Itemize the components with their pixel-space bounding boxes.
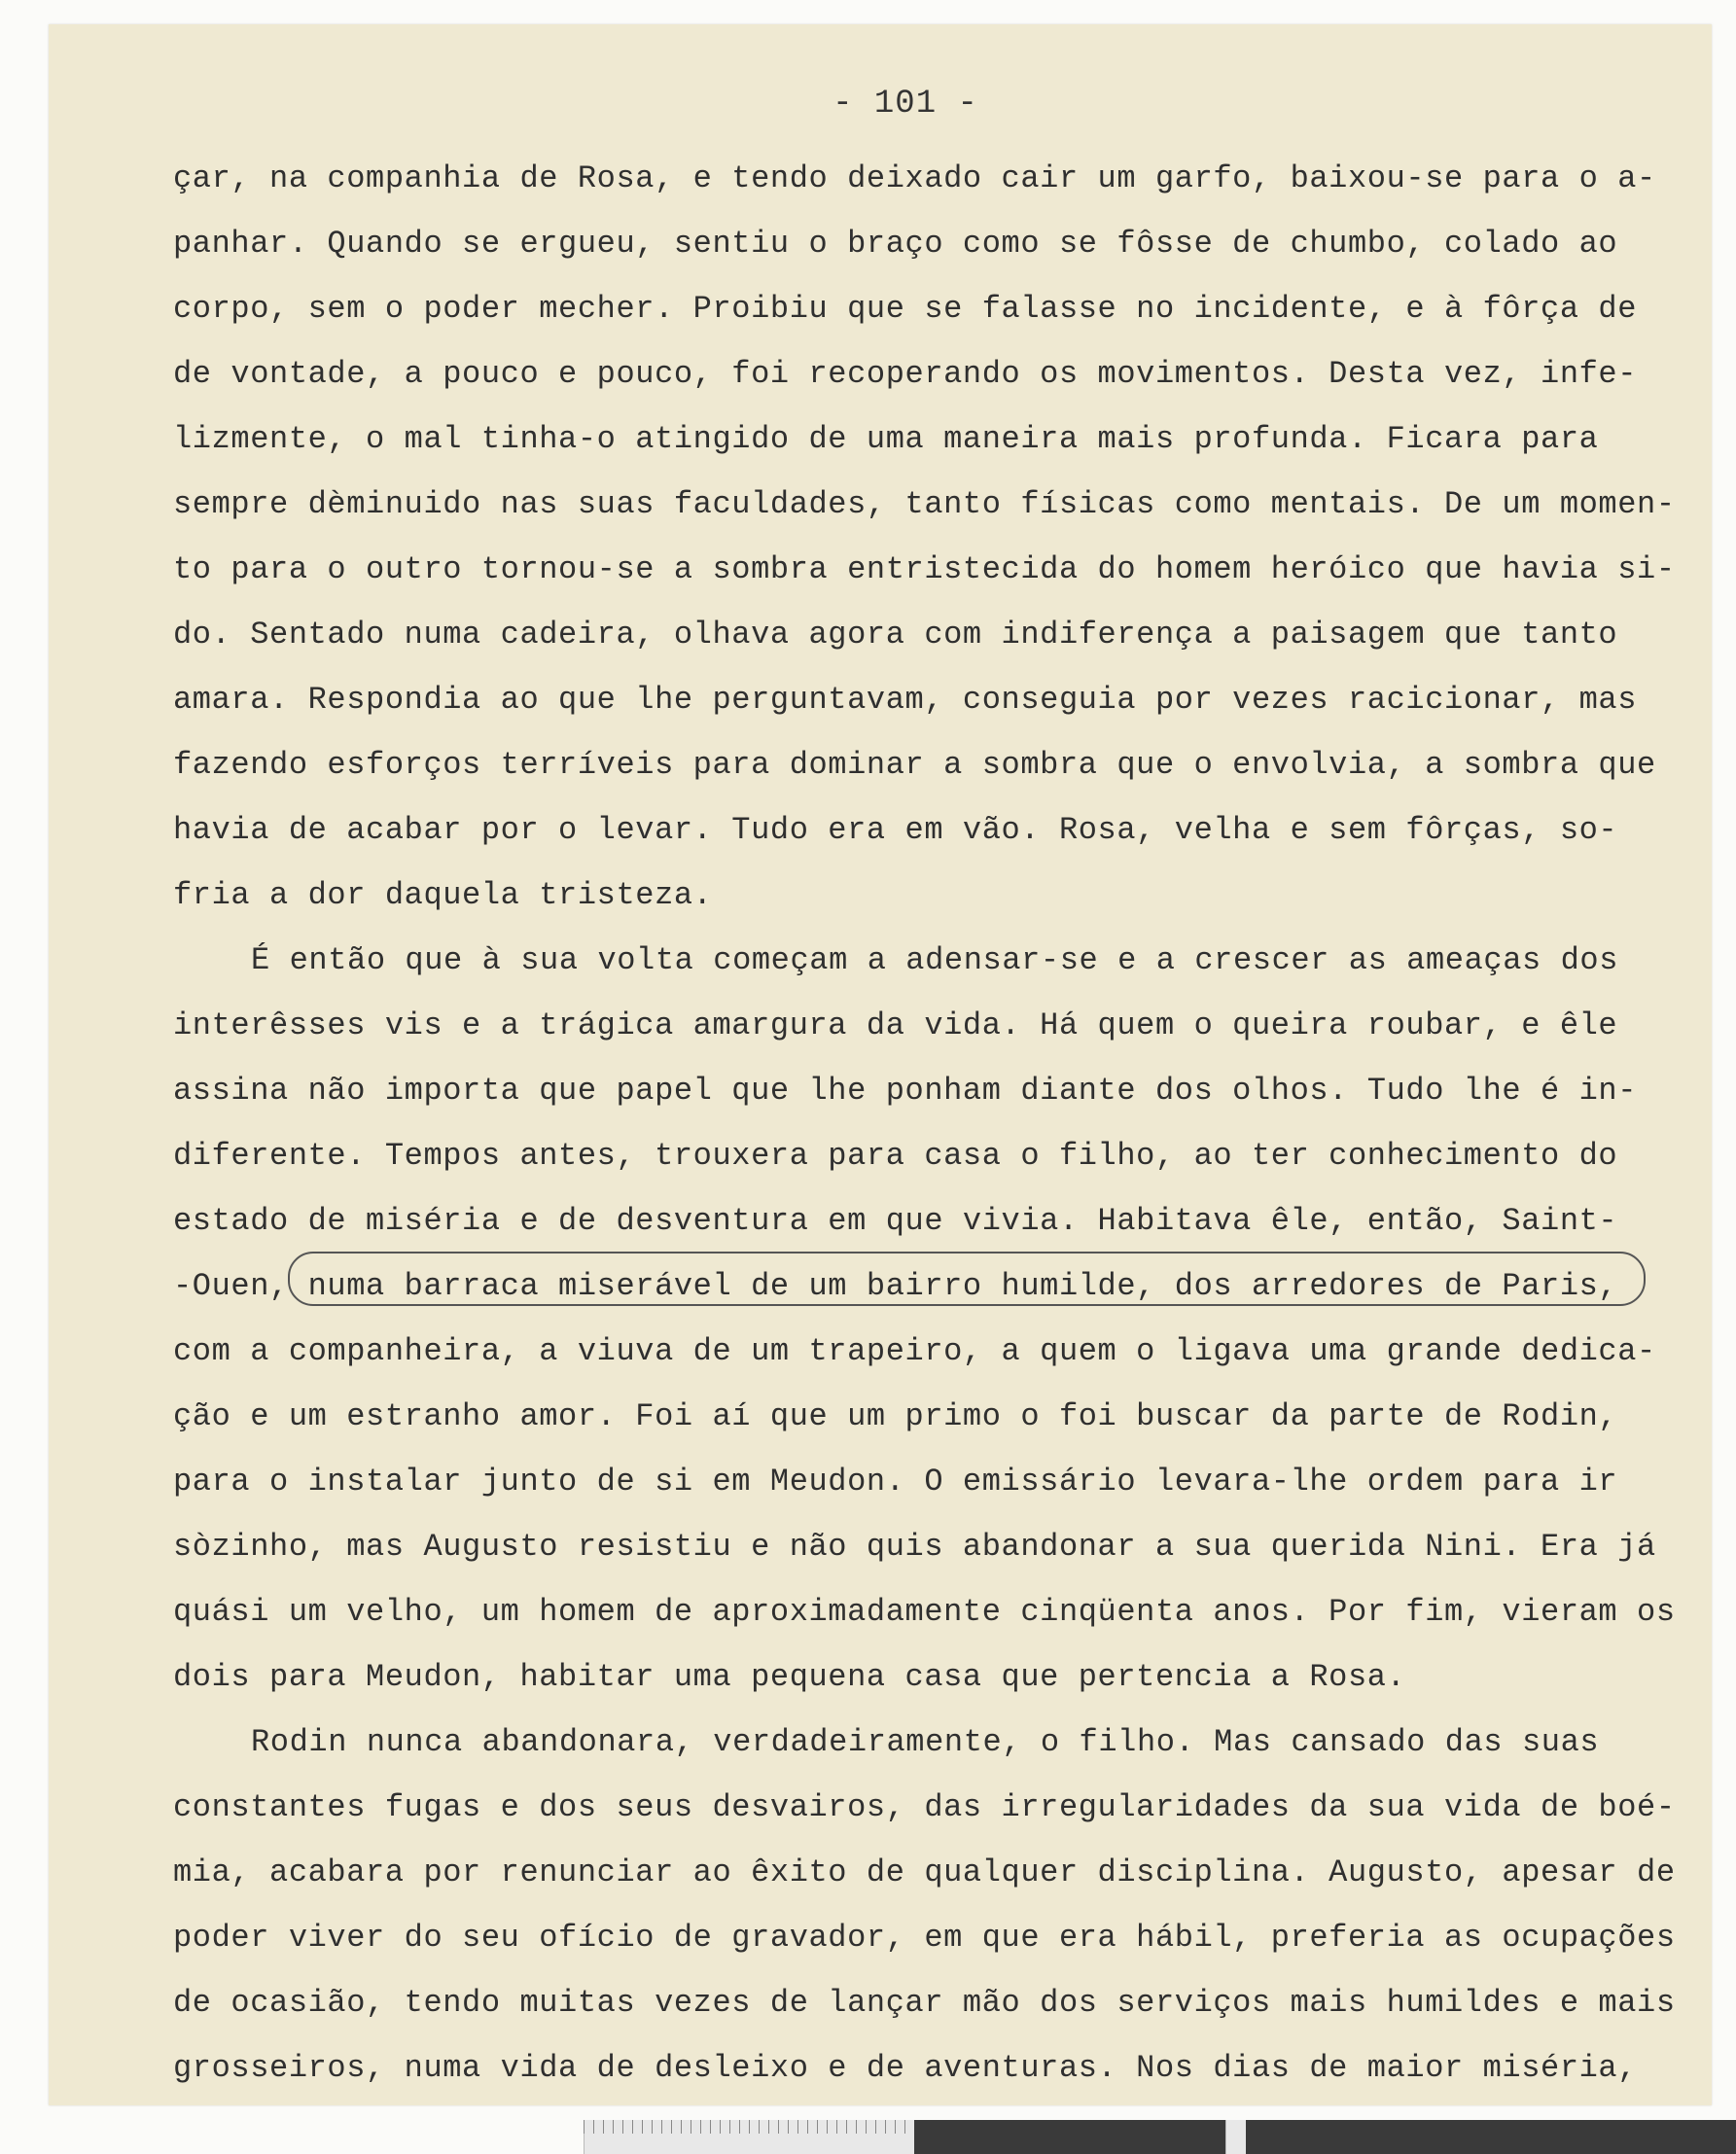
text-line: fazendo esforços terríveis para dominar a sombra que o envolvia, a sombra que — [173, 747, 1656, 783]
ruler-ticks — [584, 2120, 914, 2134]
text-line: to para o outro tornou-se a sombra entristecida do homem heróico que havia si- — [173, 551, 1676, 587]
text-line: sempre dèminuido nas suas faculdades, tanto físicas como mentais. De um momen- — [173, 486, 1676, 522]
calibration-dark-segment — [914, 2120, 1224, 2154]
text-line: havia de acabar por o levar. Tudo era em vão. Rosa, velha e sem fôrças, so- — [173, 812, 1618, 848]
text-line: de vontade, a pouco e pouco, foi recoperando os movimentos. Desta vez, infe- — [173, 356, 1638, 392]
paragraph-first-line: Rodin nunca abandonara, verdadeiramente, o filho. Mas cansado das suas — [251, 1724, 1600, 1760]
text-line: dois para Meudon, habitar uma pequena casa que pertencia a Rosa. — [173, 1659, 1406, 1695]
page-number: - 101 - — [833, 86, 978, 123]
text-line: -Ouen, numa barraca miserável de um bairro humilde, dos arredores de Paris, — [173, 1268, 1618, 1304]
text-line: constantes fugas e dos seus desvairos, das irregularidades da sua vida de boé- — [173, 1789, 1676, 1825]
text-line: diferente. Tempos antes, trouxera para casa o filho, ao ter conhecimento do — [173, 1138, 1618, 1174]
text-line: para o instalar junto de si em Meudon. O emissário levara-lhe ordem para ir — [173, 1464, 1618, 1500]
calibration-light-segment — [1225, 2120, 1246, 2154]
paragraph-first-line: É então que à sua volta começam a adensar-se e a crescer as ameaças dos — [251, 942, 1619, 978]
text-line: ção e um estranho amor. Foi aí que um primo o foi buscar da parte de Rodin, — [173, 1398, 1618, 1434]
text-line: fria a dor daquela tristeza. — [173, 877, 713, 913]
text-line: panhar. Quando se ergueu, sentiu o braço como se fôsse de chumbo, colado ao — [173, 226, 1618, 262]
text-line: sòzinho, mas Augusto resistiu e não quis abandonar a sua querida Nini. Era já — [173, 1529, 1656, 1565]
text-line: interêsses vis e a trágica amargura da vida. Há quem o queira roubar, e êle — [173, 1007, 1618, 1043]
text-line: çar, na companhia de Rosa, e tendo deixado cair um garfo, baixou-se para o a- — [173, 160, 1656, 196]
page-number-container — [0, 86, 1736, 124]
text-line: assina não importa que papel que lhe ponham diante dos olhos. Tudo lhe é in- — [173, 1073, 1638, 1109]
text-line: poder viver do seu ofício de gravador, em que era hábil, preferia as ocupações — [173, 1920, 1676, 1956]
text-line: corpo, sem o poder mecher. Proibiu que se falasse no incidente, e à fôrça de — [173, 291, 1638, 327]
text-line: mia, acabara por renunciar ao êxito de qualquer disciplina. Augusto, apesar de — [173, 1854, 1676, 1890]
text-line: com a companheira, a viuva de um trapeiro, a quem o ligava uma grande dedica- — [173, 1333, 1656, 1369]
text-line: do. Sentado numa cadeira, olhava agora com indiferença a paisagem que tanto — [173, 617, 1618, 653]
calibration-dark-segment — [1246, 2120, 1736, 2154]
text-line: estado de miséria e de desventura em que vivia. Habitava êle, então, Saint- — [173, 1203, 1618, 1239]
text-line: grosseiros, numa vida de desleixo e de aventuras. Nos dias de maior miséria, — [173, 2050, 1638, 2086]
body-text — [173, 146, 1690, 2101]
text-line: quási um velho, um homem de aproximadamente cinqüenta anos. Por fim, vieram os — [173, 1594, 1676, 1630]
text-line: lizmente, o mal tinha-o atingido de uma maneira mais profunda. Ficara para — [173, 421, 1599, 457]
text-line: amara. Respondia ao que lhe perguntavam, conseguia por vezes racicionar, mas — [173, 682, 1638, 718]
text-line: de ocasião, tendo muitas vezes de lançar mão dos serviços mais humildes e mais — [173, 1985, 1676, 2021]
